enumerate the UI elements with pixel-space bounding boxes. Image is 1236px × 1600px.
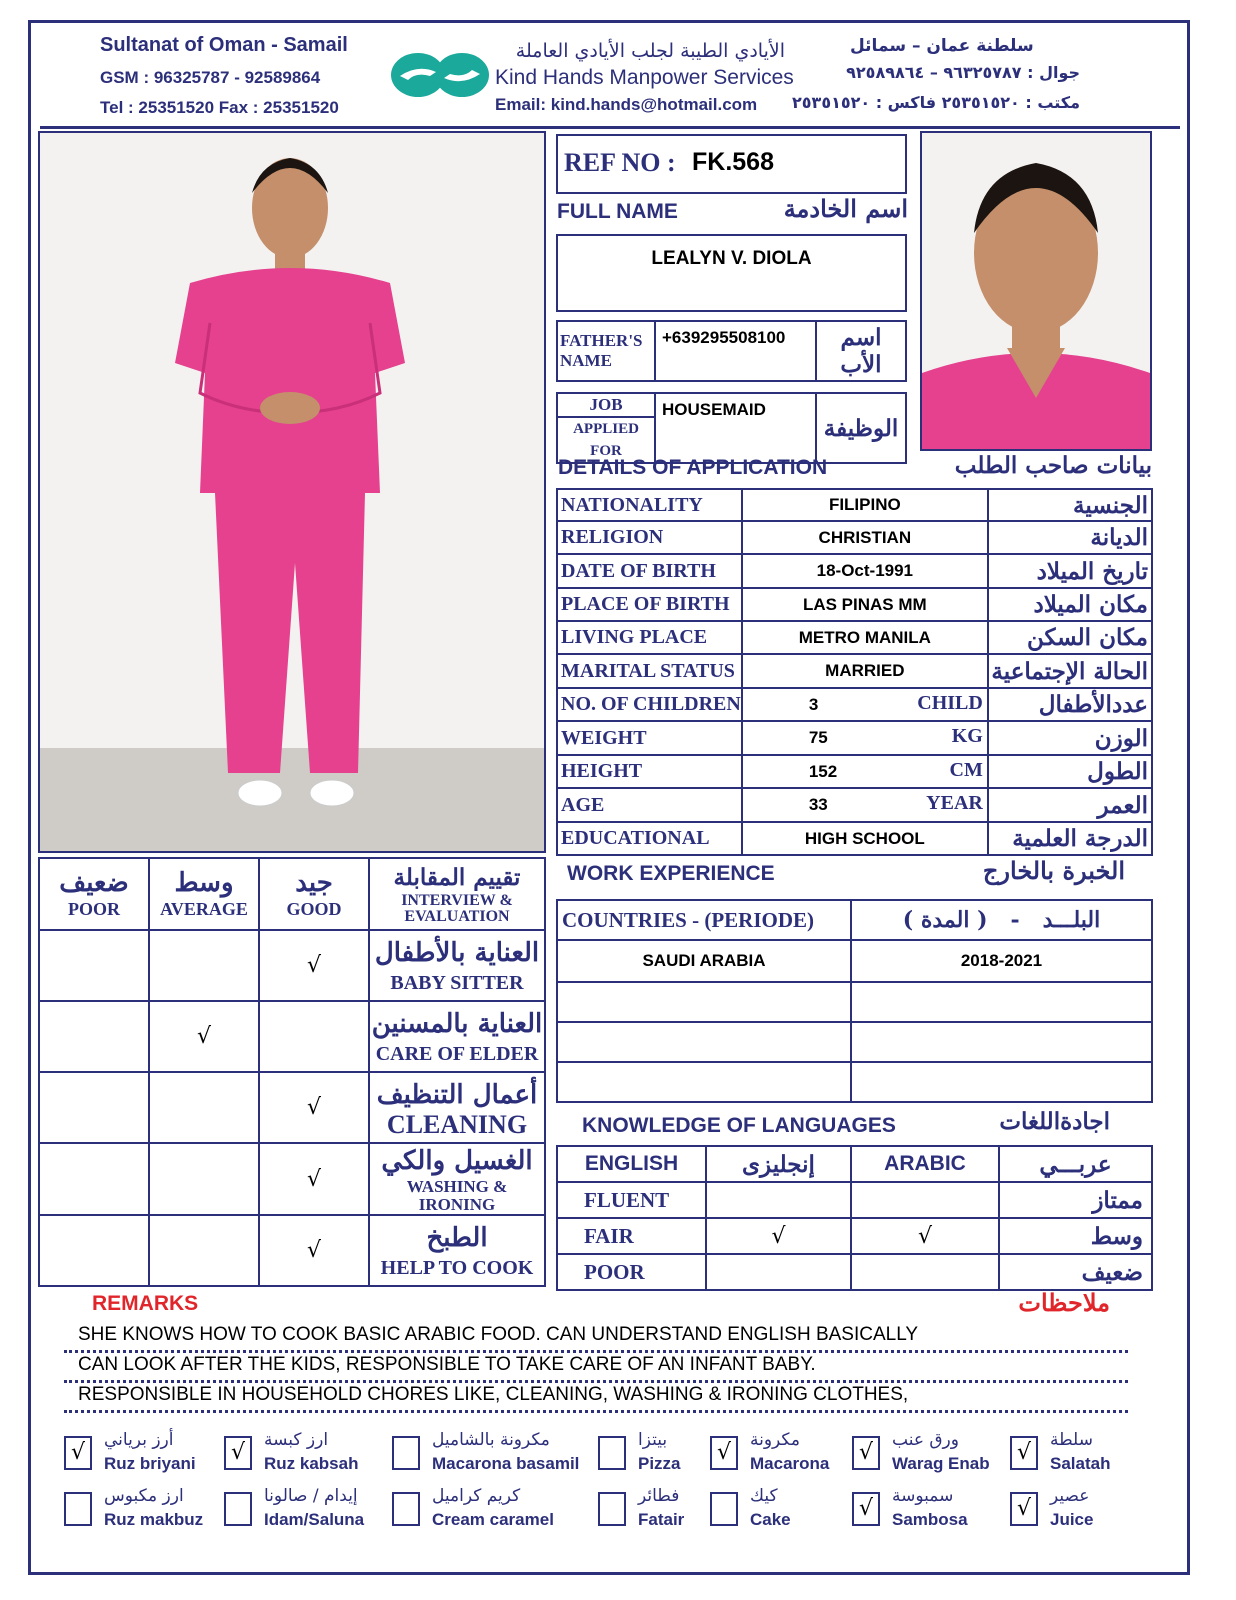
- food-checkbox[interactable]: √: [852, 1492, 880, 1526]
- details-label: NO. OF CHILDREN: [557, 688, 742, 721]
- food-checkbox[interactable]: √: [852, 1436, 880, 1470]
- arabic-label: ARABIC: [851, 1146, 999, 1182]
- evaluation-skill: الغسيل والكي WASHING & IRONING: [369, 1143, 545, 1215]
- evaluation-cell: [259, 1143, 369, 1215]
- food-name-ar: فطائر: [638, 1486, 680, 1506]
- details-row: [557, 822, 1152, 855]
- header-location: Sultanat of Oman - Samail: [100, 34, 348, 56]
- evaluation-skill: العناية بالأطفال BABY SITTER: [369, 930, 545, 1001]
- english-label-ar: إنجليزى: [706, 1146, 851, 1182]
- evaluation-header: ضعيف POOR: [39, 858, 149, 930]
- details-label-ar: الدرجة العلمية: [988, 822, 1152, 855]
- work-period: 2018-2021: [851, 940, 1152, 982]
- remarks-label: REMARKS: [92, 1292, 199, 1315]
- languages-title: KNOWLEDGE OF LANGUAGES: [582, 1114, 896, 1137]
- details-value: LAS PINAS MM: [742, 588, 988, 621]
- food-checkbox[interactable]: [392, 1436, 420, 1470]
- evaluation-cell: [39, 930, 149, 1001]
- food-name-en: Cream caramel: [432, 1510, 554, 1529]
- food-name-ar: مكرونة بالشاميل: [432, 1430, 550, 1450]
- details-row: [557, 489, 1152, 521]
- languages-header-row: [557, 1146, 1152, 1182]
- details-value: 75 KG: [742, 721, 988, 755]
- language-level-row: [557, 1254, 1152, 1290]
- details-table: [556, 488, 1153, 856]
- remark-divider: [64, 1380, 1128, 1383]
- evaluation-row: [39, 1215, 545, 1286]
- details-label-ar: مكان السكن: [988, 621, 1152, 654]
- work-period: [851, 1022, 1152, 1062]
- evaluation-row: [39, 1143, 545, 1215]
- full-name-label: FULL NAME: [557, 200, 678, 223]
- food-checkbox[interactable]: [392, 1492, 420, 1526]
- details-row: [557, 654, 1152, 688]
- food-name-en: Ruz briyani: [104, 1454, 196, 1473]
- company-name-en: Kind Hands Manpower Services: [495, 66, 794, 89]
- arabic-level-cell: [851, 1182, 999, 1218]
- details-row: [557, 554, 1152, 588]
- ref-value: FK.568: [692, 148, 774, 176]
- food-name-en: Pizza: [638, 1454, 681, 1473]
- fathers-name-row: [556, 320, 907, 382]
- job-applied-row: [556, 392, 907, 464]
- full-name-box: [556, 234, 907, 312]
- evaluation-cell: [259, 1072, 369, 1143]
- details-label: DATE OF BIRTH: [557, 554, 742, 588]
- work-experience-title: WORK EXPERIENCE: [567, 862, 775, 885]
- full-name-label-ar: اسم الخادمة: [783, 194, 908, 223]
- food-name-en: Cake: [750, 1510, 791, 1529]
- english-level-cell: √: [706, 1218, 851, 1254]
- work-experience-row: [557, 1062, 1152, 1102]
- details-label-ar: الديانة: [988, 521, 1152, 554]
- arabic-level-cell: [851, 1254, 999, 1290]
- details-label: AGE: [557, 788, 742, 822]
- job-label-ar: الوظيفة: [816, 393, 906, 463]
- language-level-row: [557, 1218, 1152, 1254]
- details-label: EDUCATIONAL: [557, 822, 742, 855]
- food-checkbox[interactable]: [598, 1436, 626, 1470]
- details-label-ar: مكان الميلاد: [988, 588, 1152, 621]
- work-country: [557, 1022, 851, 1062]
- evaluation-cell: [39, 1001, 149, 1072]
- food-name-ar: ارز مكبوس: [104, 1486, 184, 1506]
- person-standing-image: [40, 133, 544, 851]
- work-col-ar: البلـــد - ( المدة ): [851, 900, 1152, 940]
- food-checkbox[interactable]: [710, 1492, 738, 1526]
- food-name-en: Sambosa: [892, 1510, 968, 1529]
- details-label: PLACE OF BIRTH: [557, 588, 742, 621]
- details-value: 18-Oct-1991: [742, 554, 988, 588]
- food-checkbox[interactable]: [598, 1492, 626, 1526]
- food-checkbox[interactable]: √: [64, 1436, 92, 1470]
- details-label: RELIGION: [557, 521, 742, 554]
- portrait-photo: [920, 131, 1152, 451]
- check-mark-icon: √: [306, 1166, 322, 1192]
- details-value: HIGH SCHOOL: [742, 822, 988, 855]
- evaluation-header-row: [39, 858, 545, 930]
- details-label-ar: تاريخ الميلاد: [988, 554, 1152, 588]
- language-level-ar: ضعيف: [999, 1254, 1152, 1290]
- remarks-label-ar: ملاحظات: [1018, 1288, 1110, 1317]
- evaluation-skill: أعمال التنظيف CLEANING: [369, 1072, 545, 1143]
- language-level-ar: وسط: [999, 1218, 1152, 1254]
- header-divider: [40, 126, 1180, 129]
- food-checkbox[interactable]: √: [1010, 1492, 1038, 1526]
- job-value: HOUSEMAID: [655, 393, 816, 463]
- details-label: WEIGHT: [557, 721, 742, 755]
- food-name-en: Fatair: [638, 1510, 685, 1529]
- company-name-ar: الأيادي الطيبة لجلب الأيادي العاملة: [515, 40, 785, 62]
- food-name-ar: عصير: [1050, 1486, 1090, 1506]
- details-title: DETAILS OF APPLICATION: [558, 456, 828, 479]
- food-name-ar: كيك: [750, 1486, 778, 1506]
- food-name-ar: إيدام / صالونا: [264, 1486, 358, 1506]
- food-name-ar: مكرونة: [750, 1430, 800, 1450]
- company-email: Email: kind.hands@hotmail.com: [495, 95, 758, 114]
- work-period: [851, 1062, 1152, 1102]
- check-mark-icon: √: [306, 1238, 322, 1263]
- evaluation-cell: [39, 1143, 149, 1215]
- remark-line-1: SHE KNOWS HOW TO COOK BASIC ARABIC FOOD. CAN UNDERSTAND ENGLISH BASICALLY: [78, 1324, 919, 1345]
- evaluation-cell: [259, 1215, 369, 1286]
- languages-title-ar: اجادةاللغات: [999, 1108, 1110, 1135]
- languages-table: [556, 1145, 1153, 1291]
- details-value: METRO MANILA: [742, 621, 988, 654]
- work-experience-table: [556, 899, 1153, 1103]
- details-unit: CHILD: [917, 692, 983, 714]
- language-level: FAIR: [557, 1218, 706, 1254]
- food-name-en: Macarona: [750, 1454, 830, 1473]
- check-mark-icon: √: [306, 1095, 322, 1120]
- header-location-ar: سلطنة عمان – سمائل: [850, 36, 1034, 56]
- job-label: JOB APPLIED FOR: [557, 393, 655, 463]
- remark-line-3: RESPONSIBLE IN HOUSEHOLD CHORES LIKE, CLEANING, WASHING & IRONING CLOTHES,: [78, 1384, 909, 1405]
- header-office-ar: مكتب : ٢٥٣٥١٥٢٠ فاكس : ٢٥٣٥١٥٢٠: [792, 93, 1080, 112]
- food-name-ar: سمبوسة: [892, 1486, 954, 1506]
- work-experience-row: [557, 940, 1152, 982]
- details-row: [557, 755, 1152, 788]
- details-label-ar: الجنسية: [988, 489, 1152, 521]
- work-col-en: COUNTRIES - (PERIODE): [557, 900, 851, 940]
- evaluation-cell: [39, 1072, 149, 1143]
- full-name-value: LEALYN V. DIOLA: [651, 248, 812, 269]
- food-checkbox[interactable]: [64, 1492, 92, 1526]
- evaluation-row: [39, 930, 545, 1001]
- evaluation-cell: [149, 1215, 259, 1286]
- header-mobile-ar: جوال : ٩٦٣٢٥٧٨٧ – ٩٢٥٨٩٨٦٤: [846, 63, 1080, 82]
- food-name-ar: أرز برياني: [104, 1430, 174, 1450]
- details-label: NATIONALITY: [557, 489, 742, 521]
- fathers-name-label-ar: اسم الأب: [816, 321, 906, 381]
- details-row: [557, 621, 1152, 654]
- check-mark-icon: √: [196, 1024, 212, 1049]
- food-name-en: Idam/Saluna: [264, 1510, 365, 1529]
- details-label-ar: عددالأطفال: [988, 688, 1152, 721]
- food-name-en: Macarona basamil: [432, 1454, 580, 1473]
- remark-line-2: CAN LOOK AFTER THE KIDS, RESPONSIBLE TO TAKE CARE OF AN INFANT BABY.: [78, 1354, 816, 1375]
- details-label-ar: الطول: [988, 755, 1152, 788]
- ref-box: [556, 134, 907, 194]
- details-label: LIVING PLACE: [557, 621, 742, 654]
- evaluation-cell: [149, 930, 259, 1001]
- food-checkbox[interactable]: [224, 1492, 252, 1526]
- food-name-en: Salatah: [1050, 1454, 1111, 1473]
- food-name-ar: ورق عنب: [892, 1430, 959, 1450]
- remark-divider: [64, 1350, 1128, 1353]
- work-period: [851, 982, 1152, 1022]
- evaluation-cell: [149, 1143, 259, 1215]
- evaluation-row: [39, 1072, 545, 1143]
- details-row: [557, 721, 1152, 755]
- language-level-ar: ممتاز: [999, 1182, 1152, 1218]
- food-checkbox[interactable]: √: [224, 1436, 252, 1470]
- details-unit: YEAR: [926, 792, 983, 814]
- full-body-photo: [38, 131, 546, 853]
- work-experience-header-row: [557, 900, 1152, 940]
- evaluation-skill: العناية بالمسنين CARE OF ELDER: [369, 1001, 545, 1072]
- details-value: 33 YEAR: [742, 788, 988, 822]
- food-name-ar: سلطة: [1050, 1430, 1093, 1450]
- evaluation-header: تقييم المقابلة INTERVIEW & EVALUATION: [369, 858, 545, 930]
- details-row: [557, 588, 1152, 621]
- check-mark-icon: √: [306, 953, 322, 978]
- work-experience-row: [557, 982, 1152, 1022]
- evaluation-header: جيد GOOD: [259, 858, 369, 930]
- language-level: POOR: [557, 1254, 706, 1290]
- details-label: HEIGHT: [557, 755, 742, 788]
- details-unit: CM: [949, 759, 983, 781]
- english-level-cell: [706, 1254, 851, 1290]
- food-name-ar: ارز كبسة: [264, 1430, 329, 1450]
- evaluation-cell: [259, 930, 369, 1001]
- details-row: [557, 788, 1152, 822]
- evaluation-cell: [149, 1072, 259, 1143]
- header-tel: Tel : 25351520 Fax : 25351520: [100, 98, 339, 117]
- details-row: [557, 521, 1152, 554]
- details-label-ar: الحالة الإجتماعية: [988, 654, 1152, 688]
- fathers-name-label: FATHER'S NAME: [557, 321, 655, 381]
- food-name-en: Warag Enab: [892, 1454, 990, 1473]
- evaluation-cell: [259, 1001, 369, 1072]
- evaluation-cell: [39, 1215, 149, 1286]
- work-country: SAUDI ARABIA: [557, 940, 851, 982]
- language-level-row: [557, 1182, 1152, 1218]
- evaluation-row: [39, 1001, 545, 1072]
- food-checkbox[interactable]: √: [710, 1436, 738, 1470]
- details-unit: KG: [951, 725, 983, 747]
- arabic-level-cell: √: [851, 1218, 999, 1254]
- english-label: ENGLISH: [557, 1146, 706, 1182]
- header-gsm: GSM : 96325787 - 92589864: [100, 68, 321, 87]
- details-label-ar: الوزن: [988, 721, 1152, 755]
- english-level-cell: [706, 1182, 851, 1218]
- work-experience-title-ar: الخبرة بالخارج: [982, 856, 1125, 885]
- language-level: FLUENT: [557, 1182, 706, 1218]
- person-portrait-image: [922, 133, 1150, 449]
- details-label: MARITAL STATUS: [557, 654, 742, 688]
- details-title-ar: بيانات صاحب الطلب: [954, 452, 1152, 479]
- evaluation-table: [38, 857, 546, 1287]
- evaluation-cell: [149, 1001, 259, 1072]
- hands-logo-icon: [390, 50, 490, 100]
- fathers-name-value: +639295508100: [655, 321, 816, 381]
- arabic-label-ar: عربـــي: [999, 1146, 1152, 1182]
- food-checkbox[interactable]: √: [1010, 1436, 1038, 1470]
- details-value: MARRIED: [742, 654, 988, 688]
- food-name-en: Ruz makbuz: [104, 1510, 204, 1529]
- details-value: CHRISTIAN: [742, 521, 988, 554]
- ref-label: REF NO :: [564, 148, 676, 177]
- details-value: 3 CHILD: [742, 688, 988, 721]
- evaluation-header: وسط AVERAGE: [149, 858, 259, 930]
- details-value: FILIPINO: [742, 489, 988, 521]
- food-name-ar: بيتزا: [638, 1430, 668, 1450]
- food-name-en: Juice: [1050, 1510, 1094, 1529]
- company-logo: [390, 50, 490, 100]
- remark-divider: [64, 1410, 1128, 1413]
- work-experience-row: [557, 1022, 1152, 1062]
- details-label-ar: العمر: [988, 788, 1152, 822]
- work-country: [557, 982, 851, 1022]
- food-name-en: Ruz kabsah: [264, 1454, 359, 1473]
- evaluation-skill: الطبخ HELP TO COOK: [369, 1215, 545, 1286]
- work-country: [557, 1062, 851, 1102]
- details-row: [557, 688, 1152, 721]
- food-name-ar: كريم كراميل: [432, 1486, 521, 1506]
- details-value: 152 CM: [742, 755, 988, 788]
